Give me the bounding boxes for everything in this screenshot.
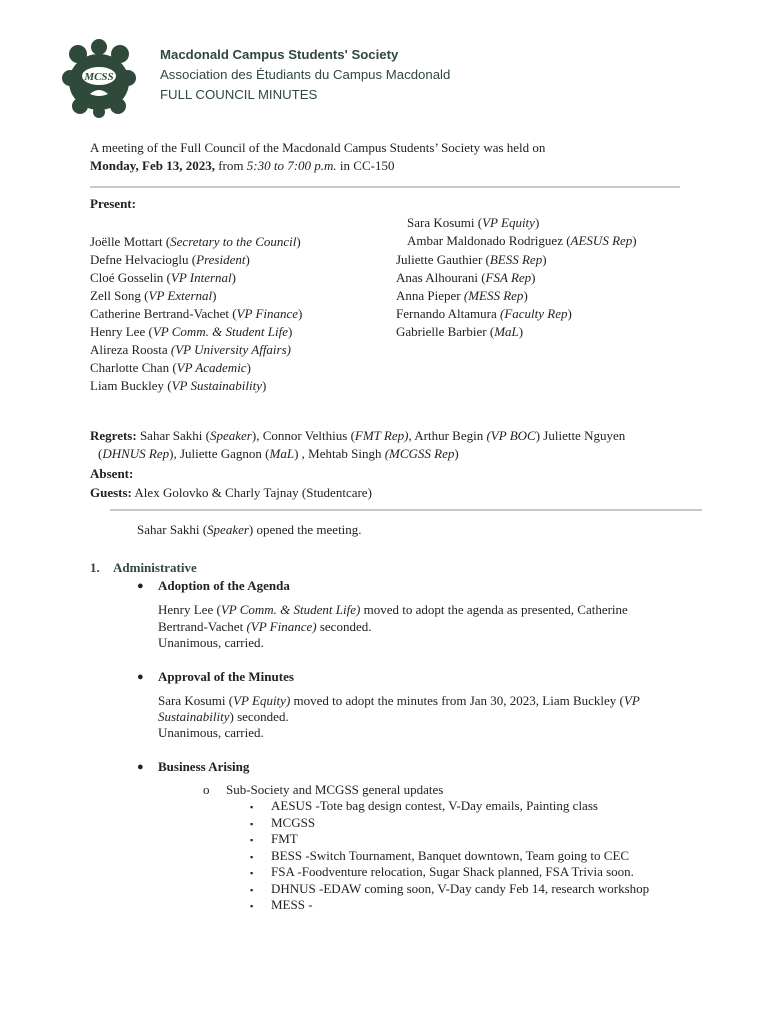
bullet: ●: [137, 580, 144, 592]
list-item: ▪ DHNUS -EDAW coming soon, V-Day candy Feb 14, research workshop: [250, 880, 650, 896]
attendee: Joëlle Mottart (Secretary to the Council): [90, 234, 301, 249]
present-left-column: [90, 233, 302, 395]
minutes-line1: Sara Kosumi (VP Equity) moved to adopt the minutes from Jan 30, 2023, Liam Buckley (VP: [158, 693, 640, 708]
absent-label: Absent:: [90, 466, 134, 481]
list-item: ▪ AESUS -Tote bag design contest, V-Day emails, Painting class: [250, 798, 598, 813]
attendee: Anas Alhourani (FSA Rep): [396, 270, 536, 285]
attendee: Henry Lee (VP Comm. & Student Life): [90, 324, 293, 339]
agenda-line1: Henry Lee (VP Comm. & Student Life) moved to adopt the agenda as presented, Catherine: [158, 602, 628, 617]
minutes-title: Approval of the Minutes: [158, 669, 294, 684]
minutes-result: Unanimous, carried.: [158, 725, 264, 740]
attendee: Sara Kosumi (VP Equity): [407, 215, 540, 230]
attendee: Juliette Gauthier (BESS Rep): [396, 252, 547, 267]
minutes-line2: Sustainability) seconded.: [158, 709, 289, 724]
divider: [110, 509, 702, 511]
attendee: Anna Pieper (MESS Rep): [396, 288, 528, 303]
attendee: Cloé Gosselin (VP Internal): [90, 270, 237, 285]
section-title: Administrative: [113, 560, 197, 575]
opening-line: Sahar Sakhi (Speaker) opened the meeting.: [137, 522, 362, 537]
meeting-time: 5:30 to 7:00 p.m.: [246, 158, 337, 173]
section-number: 1.: [90, 560, 100, 575]
intro-line2: Monday, Feb 13, 2023, from 5:30 to 7:00 p.m. in CC-150: [90, 158, 395, 173]
list-item: ▪ FMT: [250, 831, 298, 846]
bullet: ●: [137, 761, 144, 773]
regrets-line2: (DHNUS Rep), Juliette Gagnon (MaL) , Mehtab Singh (MCGSS Rep): [98, 446, 459, 461]
business-title: Business Arising: [158, 759, 250, 774]
attendee: Gabrielle Barbier (MaL): [396, 324, 524, 339]
attendee: Zell Song (VP External): [90, 288, 217, 303]
attendee: Charlotte Chan (VP Academic): [90, 360, 251, 375]
present-right-column: [396, 214, 637, 341]
update-list: [250, 797, 649, 913]
regrets-line1: Regrets: Sahar Sakhi (Speaker), Connor Velthius (FMT Rep), Arthur Begin (VP BOC) Juliette Nguyen: [90, 428, 626, 443]
bullet: ●: [137, 671, 144, 683]
sub-item: Sub-Society and MCGSS general updates: [226, 782, 444, 797]
org-name-fr: Association des Étudiants du Campus Macdonald: [160, 67, 451, 82]
list-item: ▪ MESS -: [250, 897, 313, 912]
org-name-en: Macdonald Campus Students' Society: [160, 47, 399, 62]
present-label: Present:: [90, 196, 136, 211]
sub-bullet: o: [203, 782, 210, 797]
meeting-date: Monday, Feb 13, 2023,: [90, 158, 215, 173]
attendee: Liam Buckley (VP Sustainability): [90, 378, 267, 393]
attendee: Fernando Altamura (Faculty Rep): [396, 306, 572, 321]
agenda-line2: Bertrand-Vachet (VP Finance) seconded.: [158, 619, 372, 634]
mcss-logo: [60, 38, 138, 118]
attendee: Ambar Maldonado Rodriguez (AESUS Rep): [407, 233, 637, 248]
attendee: Catherine Bertrand-Vachet (VP Finance): [90, 306, 303, 321]
regrets-label: Regrets:: [90, 428, 137, 443]
list-item: ▪ BESS -Switch Tournament, Banquet downtown, Team going to CEC: [250, 847, 630, 863]
meeting-place: in CC-150: [336, 158, 395, 173]
guests-line: Guests: Alex Golovko & Charly Tajnay (Studentcare): [90, 485, 372, 500]
agenda-title: Adoption of the Agenda: [158, 578, 290, 593]
doc-title: FULL COUNCIL MINUTES: [160, 87, 318, 102]
attendee: Alireza Roosta (VP University Affairs): [90, 342, 291, 357]
svg-text:MCSS: MCSS: [84, 71, 114, 83]
agenda-result: Unanimous, carried.: [158, 635, 264, 650]
intro-line1: A meeting of the Full Council of the Macdonald Campus Students’ Society was held on: [90, 140, 546, 155]
divider: [90, 186, 680, 188]
list-item: ▪ MCGSS: [250, 814, 316, 830]
guests-label: Guests:: [90, 485, 132, 500]
attendee: Defne Helvacioglu (President): [90, 252, 250, 267]
list-item: ▪ FSA -Foodventure relocation, Sugar Shack planned, FSA Trivia soon.: [250, 864, 634, 879]
